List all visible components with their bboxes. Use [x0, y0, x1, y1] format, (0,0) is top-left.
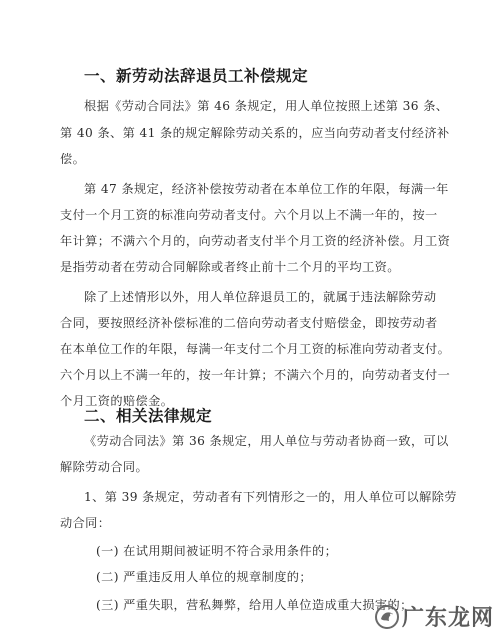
dragon-logo-icon	[374, 604, 400, 630]
s1-p3-line-3: 在本单位工作的年限，每满一年支付二个月工资的标准向劳动者支付。	[60, 342, 451, 356]
s2-p2-line-1: 1、第 39 条规定，劳动者有下列情形之一的，用人单位可以解除劳	[84, 490, 457, 504]
section-1-heading: 一、新劳动法辞退员工补偿规定	[84, 67, 309, 85]
s1-p2-line-1: 第 47 条规定，经济补偿按劳动者在本单位工作的年限，每满一年	[84, 182, 449, 196]
s2-item-1: (一) 在试用期间被证明不符合录用条件的；	[96, 544, 338, 558]
s1-p1-line-1: 根据《劳动合同法》第 46 条规定，用人单位按照上述第 36 条、	[84, 99, 449, 113]
s1-p3-line-2: 合同，要按照经济补偿标准的二倍向劳动者支付赔偿金，即按劳动者	[60, 316, 438, 330]
s2-item-3: (三) 严重失职，营私舞弊，给用人单位造成重大损害的；	[96, 598, 413, 612]
s2-p1-line-1: 《劳动合同法》第 36 条规定，用人单位与劳动者协商一致，可以	[84, 434, 449, 448]
s1-p3-line-5: 个月工资的赔偿金。	[60, 394, 174, 408]
s1-p3-line-4: 六个月以上不满一年的，按一年计算；不满六个月的，向劳动者支付一	[60, 368, 451, 382]
s1-p1-line-3: 偿。	[60, 152, 86, 166]
site-watermark	[374, 601, 494, 632]
s2-item-2: (二) 严重违反用人单位的规章制度的；	[96, 570, 312, 584]
section-2-heading: 二、相关法律规定	[84, 407, 213, 425]
s1-p1-line-2: 第 40 条、第 41 条的规定解除劳动关系的，应当向劳动者支付经济补	[60, 126, 450, 140]
s1-p2-line-3: 年计算；不满六个月的，向劳动者支付半个月工资的经济补偿。月工资	[60, 234, 451, 248]
s2-p1-line-2: 解除劳动合同。	[60, 460, 149, 474]
s1-p2-line-2: 支付一个月工资的标准向劳动者支付。六个月以上不满一年的，按一	[60, 208, 438, 222]
s1-p3-line-1: 除了上述情形以外，用人单位辞退员工的，就属于违法解除劳动	[84, 290, 437, 304]
s1-p2-line-4: 是指劳动者在劳动合同解除或者终止前十二个月的平均工资。	[60, 260, 400, 274]
s2-p2-line-2: 动合同：	[60, 516, 111, 530]
watermark-text: 广东龙网	[401, 606, 494, 631]
